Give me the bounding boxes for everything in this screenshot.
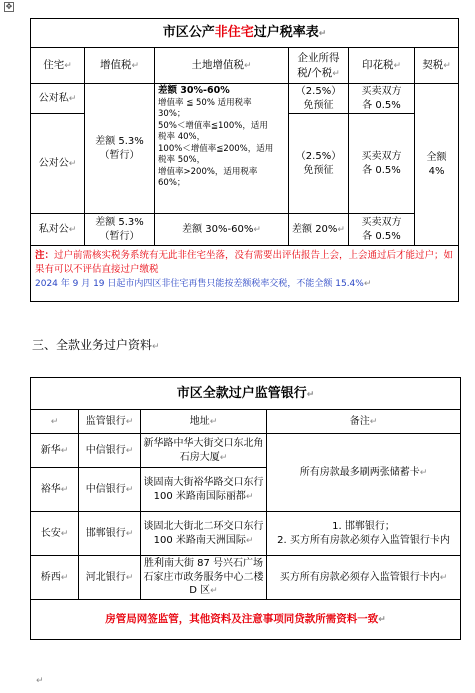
header-vat: 增值税↵ — [85, 48, 155, 84]
header-address: 地址↵ — [141, 410, 267, 434]
bank-changan: 邯郸银行↵ — [79, 512, 141, 556]
row-label-gong-dui-gong: 公对公↵ — [31, 114, 85, 214]
bank-yuhua: 中信银行↵ — [79, 468, 141, 512]
header-housing: 住宅↵ — [31, 48, 85, 84]
district-qiaoxi: 桥西↵ — [31, 556, 79, 600]
bank-table-title: 市区全款过户监管银行↵ — [31, 378, 461, 410]
stamp-tax-row3: 买卖双方 各 0.5% — [349, 214, 415, 246]
tax-table-notes: 注：过户前需核实税务系统有无此非住宅坐落，没有需要出评估报告上会，上会通过后才能过户；如果有可以不评估直接过户缴税 2024 年 9 月 19 日起市内四区非住宅再售只能按差额税率交税，不能全额 15.4%↵ — [31, 246, 459, 302]
paragraph-end-mark: ↵ — [36, 676, 44, 686]
income-tax-row1: （2.5%） 免预征 — [289, 84, 349, 114]
bank-qiaoxi: 河北银行↵ — [79, 556, 141, 600]
header-bank: 监管银行↵ — [79, 410, 141, 434]
district-changan: 长安↵ — [31, 512, 79, 556]
district-xinhua: 新华↵ — [31, 434, 79, 468]
remark-changan: 1. 邯郸银行； 2. 买方所有房款必须存入监管银行卡内 — [267, 512, 461, 556]
header-income-tax: 企业所得税/个税↵ — [289, 48, 349, 84]
bank-xinhua: 中信银行↵ — [79, 434, 141, 468]
deed-tax-merged: 全额 4% — [415, 84, 459, 246]
supervision-bank-table — [30, 377, 461, 640]
bank-table-footer: 房管局网签监管，其他资料及注意事项同贷款所需资料一致↵ — [31, 600, 461, 640]
income-tax-row3: 差额 20%↵ — [289, 214, 349, 246]
land-vat-row3: 差额 30%-60%↵ — [155, 214, 289, 246]
income-tax-row2: （2.5%） 免预征 — [289, 114, 349, 214]
row-label-si-dui-gong: 私对公↵ — [31, 214, 85, 246]
row-label-gong-dui-si: 公对私↵ — [31, 84, 85, 114]
remark-merged: 所有房款最多刷两张储蓄卡↵ — [267, 434, 461, 512]
header-land-vat: 土地增值税↵ — [155, 48, 289, 84]
land-vat-detail: 差额 30%-60% 增值率 ≦ 50% 适用税率 30%； 50%＜增值率≦100%，适用 税率 40%， 100%＜增值率≦200%，适用 税率 50%， 增值率>200%，适用税率 60%； — [155, 84, 289, 214]
address-yuhua: 谈固南大街裕华路交口东行 100 米路南国际丽都↵ — [141, 468, 267, 512]
header-remark: 备注↵ — [267, 410, 461, 434]
stamp-tax-row1: 买卖双方 各 0.5% — [349, 84, 415, 114]
header-blank: ↵ — [31, 410, 79, 434]
header-deed-tax: 契税↵ — [415, 48, 459, 84]
remark-qiaoxi: 买方所有房款必须存入监管银行卡内↵ — [267, 556, 461, 600]
stamp-tax-row2: 买卖双方 各 0.5% — [349, 114, 415, 214]
address-changan: 谈固北大街北二环交口东行 100 米路南天洲国际↵ — [141, 512, 267, 556]
address-xinhua: 新华路中华大街交口东北角石房大厦↵ — [141, 434, 267, 468]
section-heading: 三、全款业务过户资料↵ — [32, 338, 160, 352]
tax-table-title: 市区公产非住宅过户税率表↵ — [31, 19, 459, 48]
header-stamp-tax: 印花税↵ — [349, 48, 415, 84]
vat-merged-cell: 差额 5.3% （暂行） — [85, 84, 155, 214]
vat-row3: 差额 5.3% （暂行） — [85, 214, 155, 246]
tax-rate-table — [30, 18, 459, 302]
district-yuhua: 裕华↵ — [31, 468, 79, 512]
move-handle-icon[interactable]: ✥ — [5, 2, 13, 11]
address-qiaoxi: 胜利南大街 87 号兴石广场石家庄市政务服务中心二楼 D 区↵ — [141, 556, 267, 600]
